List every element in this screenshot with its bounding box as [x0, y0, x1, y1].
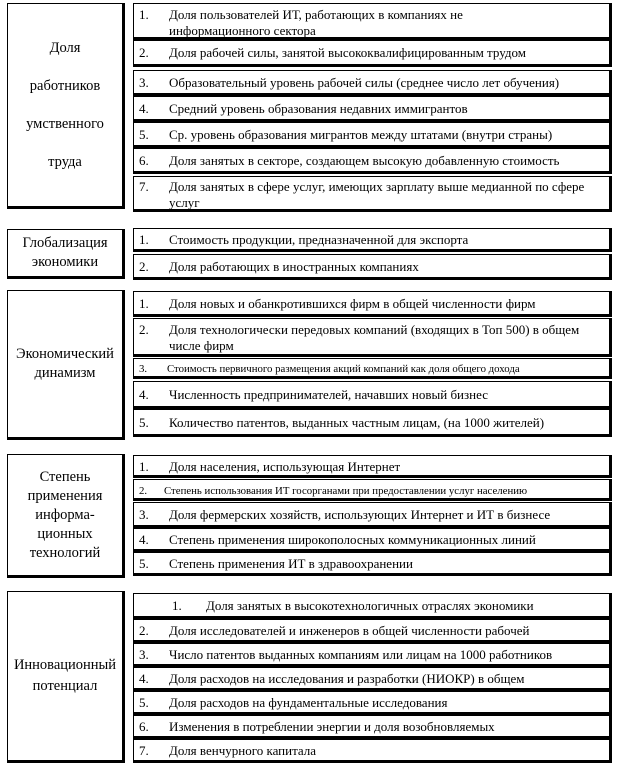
- indicator-box: [133, 739, 612, 763]
- indicator-box: [133, 358, 612, 379]
- indicator-number: 4.: [139, 387, 149, 402]
- indicator-box: [133, 96, 612, 122]
- category-title-line: работников: [29, 78, 101, 94]
- indicator-text: Степень применения ИТ в здравоохранении: [169, 556, 413, 571]
- indicator-text: Ср. уровень образования мигрантов между штатами (внутри страны): [169, 127, 553, 142]
- indicator-text: Количество патентов, выданных частным лицам, (на 1000 жителей): [169, 415, 545, 430]
- category-title-line: ционных: [37, 525, 93, 542]
- category-title-line: информа-: [35, 506, 95, 523]
- category-title-line: умственного: [26, 116, 104, 132]
- indicator-box: [133, 254, 612, 280]
- category-title-line: потенциал: [32, 678, 98, 694]
- indicator-box: [133, 593, 612, 619]
- indicator-number: 2.: [139, 322, 149, 337]
- category-title: [14, 655, 116, 697]
- indicator-text: Доля работающих в иностранных компаниях: [169, 259, 419, 274]
- indicator-number: 4.: [139, 671, 149, 686]
- indicator-text: Средний уровень образования недавних иммигрантов: [169, 101, 468, 116]
- category-title-line: Степень: [39, 468, 91, 485]
- category-box: [7, 229, 125, 279]
- indicator-box: [133, 122, 612, 148]
- indicator-text: Образовательный уровень рабочей силы (среднее число лет обучения): [169, 75, 560, 90]
- indicator-text: Стоимость первичного размещения акций компаний как доля общего дохода: [167, 363, 520, 375]
- indicator-number: 1.: [139, 7, 149, 22]
- category-title-line: труда: [48, 154, 82, 170]
- indicator-box: [133, 228, 612, 252]
- indicator-number: 5.: [139, 127, 149, 142]
- indicator-number: 4.: [139, 532, 149, 547]
- indicator-number: 3.: [139, 75, 149, 90]
- indicator-box: [133, 552, 612, 576]
- indicator-text: Доля фермерских хозяйств, использующих Интернет и ИТ в бизнесе: [169, 507, 551, 522]
- indicator-box: [133, 291, 612, 317]
- category-title-line: технологий: [29, 544, 101, 561]
- category-title-line: экономики: [31, 254, 99, 270]
- indicator-text: Численность предпринимателей, начавших новый бизнес: [169, 387, 488, 402]
- category-title-line: динамизм: [34, 365, 96, 381]
- indicator-box: [133, 502, 612, 528]
- category-box: [7, 591, 125, 763]
- category-title-line: Инновационный: [13, 657, 117, 673]
- indicator-number: 7.: [139, 743, 149, 758]
- indicator-number: 6.: [139, 153, 149, 168]
- indicator-box: [133, 691, 612, 715]
- indicator-box: [133, 479, 612, 501]
- category-title: [28, 468, 103, 563]
- indicator-box: [133, 381, 612, 409]
- indicator-number: 4.: [139, 101, 149, 116]
- indicator-text: Доля занятых в высокотехнологичных отраслях экономики: [206, 598, 534, 613]
- indicator-number: 1.: [139, 232, 149, 247]
- category-title: [16, 345, 114, 383]
- indicator-text: Доля пользователей ИТ, работающих в компаниях не информационного сектора: [169, 7, 463, 38]
- indicator-box: [133, 715, 612, 739]
- indicator-number: 5.: [139, 695, 149, 710]
- indicator-text: Доля технологически передовых компаний (входящих в Топ 500) в общем числе фирм: [169, 322, 580, 353]
- indicator-text: Доля венчурного капитала: [169, 743, 317, 758]
- indicator-text: Доля занятых в секторе, создающем высокую добавленную стоимость: [169, 153, 560, 168]
- category-box: [7, 454, 125, 578]
- indicator-number: 2.: [139, 259, 149, 274]
- category-box: [7, 3, 125, 209]
- indicator-number: 3.: [139, 363, 148, 375]
- indicator-text: Степень использования ИТ госорганами при предоставлении услуг населению: [164, 485, 528, 497]
- indicator-text: Степень применения широкополосных коммуникационных линий: [169, 532, 536, 547]
- indicator-text: Доля расходов на фундаментальные исследования: [169, 695, 448, 710]
- category-title: [26, 29, 104, 181]
- indicator-box: [133, 3, 612, 40]
- category-title-line: Доля: [49, 40, 81, 56]
- indicator-box: [133, 409, 612, 437]
- indicator-number: 3.: [139, 647, 149, 662]
- indicator-text: Доля населения, использующая Интернет: [169, 459, 401, 474]
- category-title-line: Глобализация: [22, 235, 108, 251]
- indicator-box: [133, 667, 612, 691]
- indicator-number: 2.: [139, 45, 149, 60]
- indicator-box: [133, 70, 612, 96]
- category-title-line: Экономический: [16, 346, 114, 362]
- indicator-number: 2.: [139, 485, 148, 497]
- indicator-number: 3.: [139, 507, 149, 522]
- indicator-text: Стоимость продукции, предназначенной для экспорта: [169, 232, 469, 247]
- indicator-number: 5.: [139, 556, 149, 571]
- indicator-text: Число патентов выданных компаниям или лицам на 1000 работников: [169, 647, 553, 662]
- indicator-box: [133, 148, 612, 174]
- indicator-box: [133, 40, 612, 67]
- indicator-number: 7.: [139, 179, 149, 194]
- indicator-number: 2.: [139, 623, 149, 638]
- indicator-text: Доля расходов на исследования и разработки (НИОКР) в общем: [169, 671, 525, 686]
- indicator-number: 6.: [139, 719, 149, 734]
- category-box: [7, 290, 125, 440]
- category-title-line: применения: [27, 487, 103, 504]
- indicator-box: [133, 318, 612, 357]
- indicator-number: 5.: [139, 415, 149, 430]
- indicator-box: [133, 528, 612, 552]
- indicator-box: [133, 176, 612, 212]
- indicator-text: Доля новых и обанкротившихся фирм в общей численности фирм: [169, 296, 536, 311]
- indicator-text: Доля исследователей и инженеров в общей численности рабочей: [169, 623, 530, 638]
- indicator-number: 1.: [172, 598, 182, 613]
- indicator-box: [133, 455, 612, 478]
- indicator-box: [133, 619, 612, 643]
- indicator-number: 1.: [139, 459, 149, 474]
- category-title: [22, 234, 107, 272]
- indicator-box: [133, 643, 612, 667]
- indicator-text: Изменения в потреблении энергии и доля возобновляемых: [169, 719, 495, 734]
- indicator-number: 1.: [139, 296, 149, 311]
- indicator-text: Доля занятых в сфере услуг, имеющих зарплату выше медианной по сфере услуг: [169, 179, 585, 210]
- indicator-text: Доля рабочей силы, занятой высококвалифицированным трудом: [169, 45, 526, 60]
